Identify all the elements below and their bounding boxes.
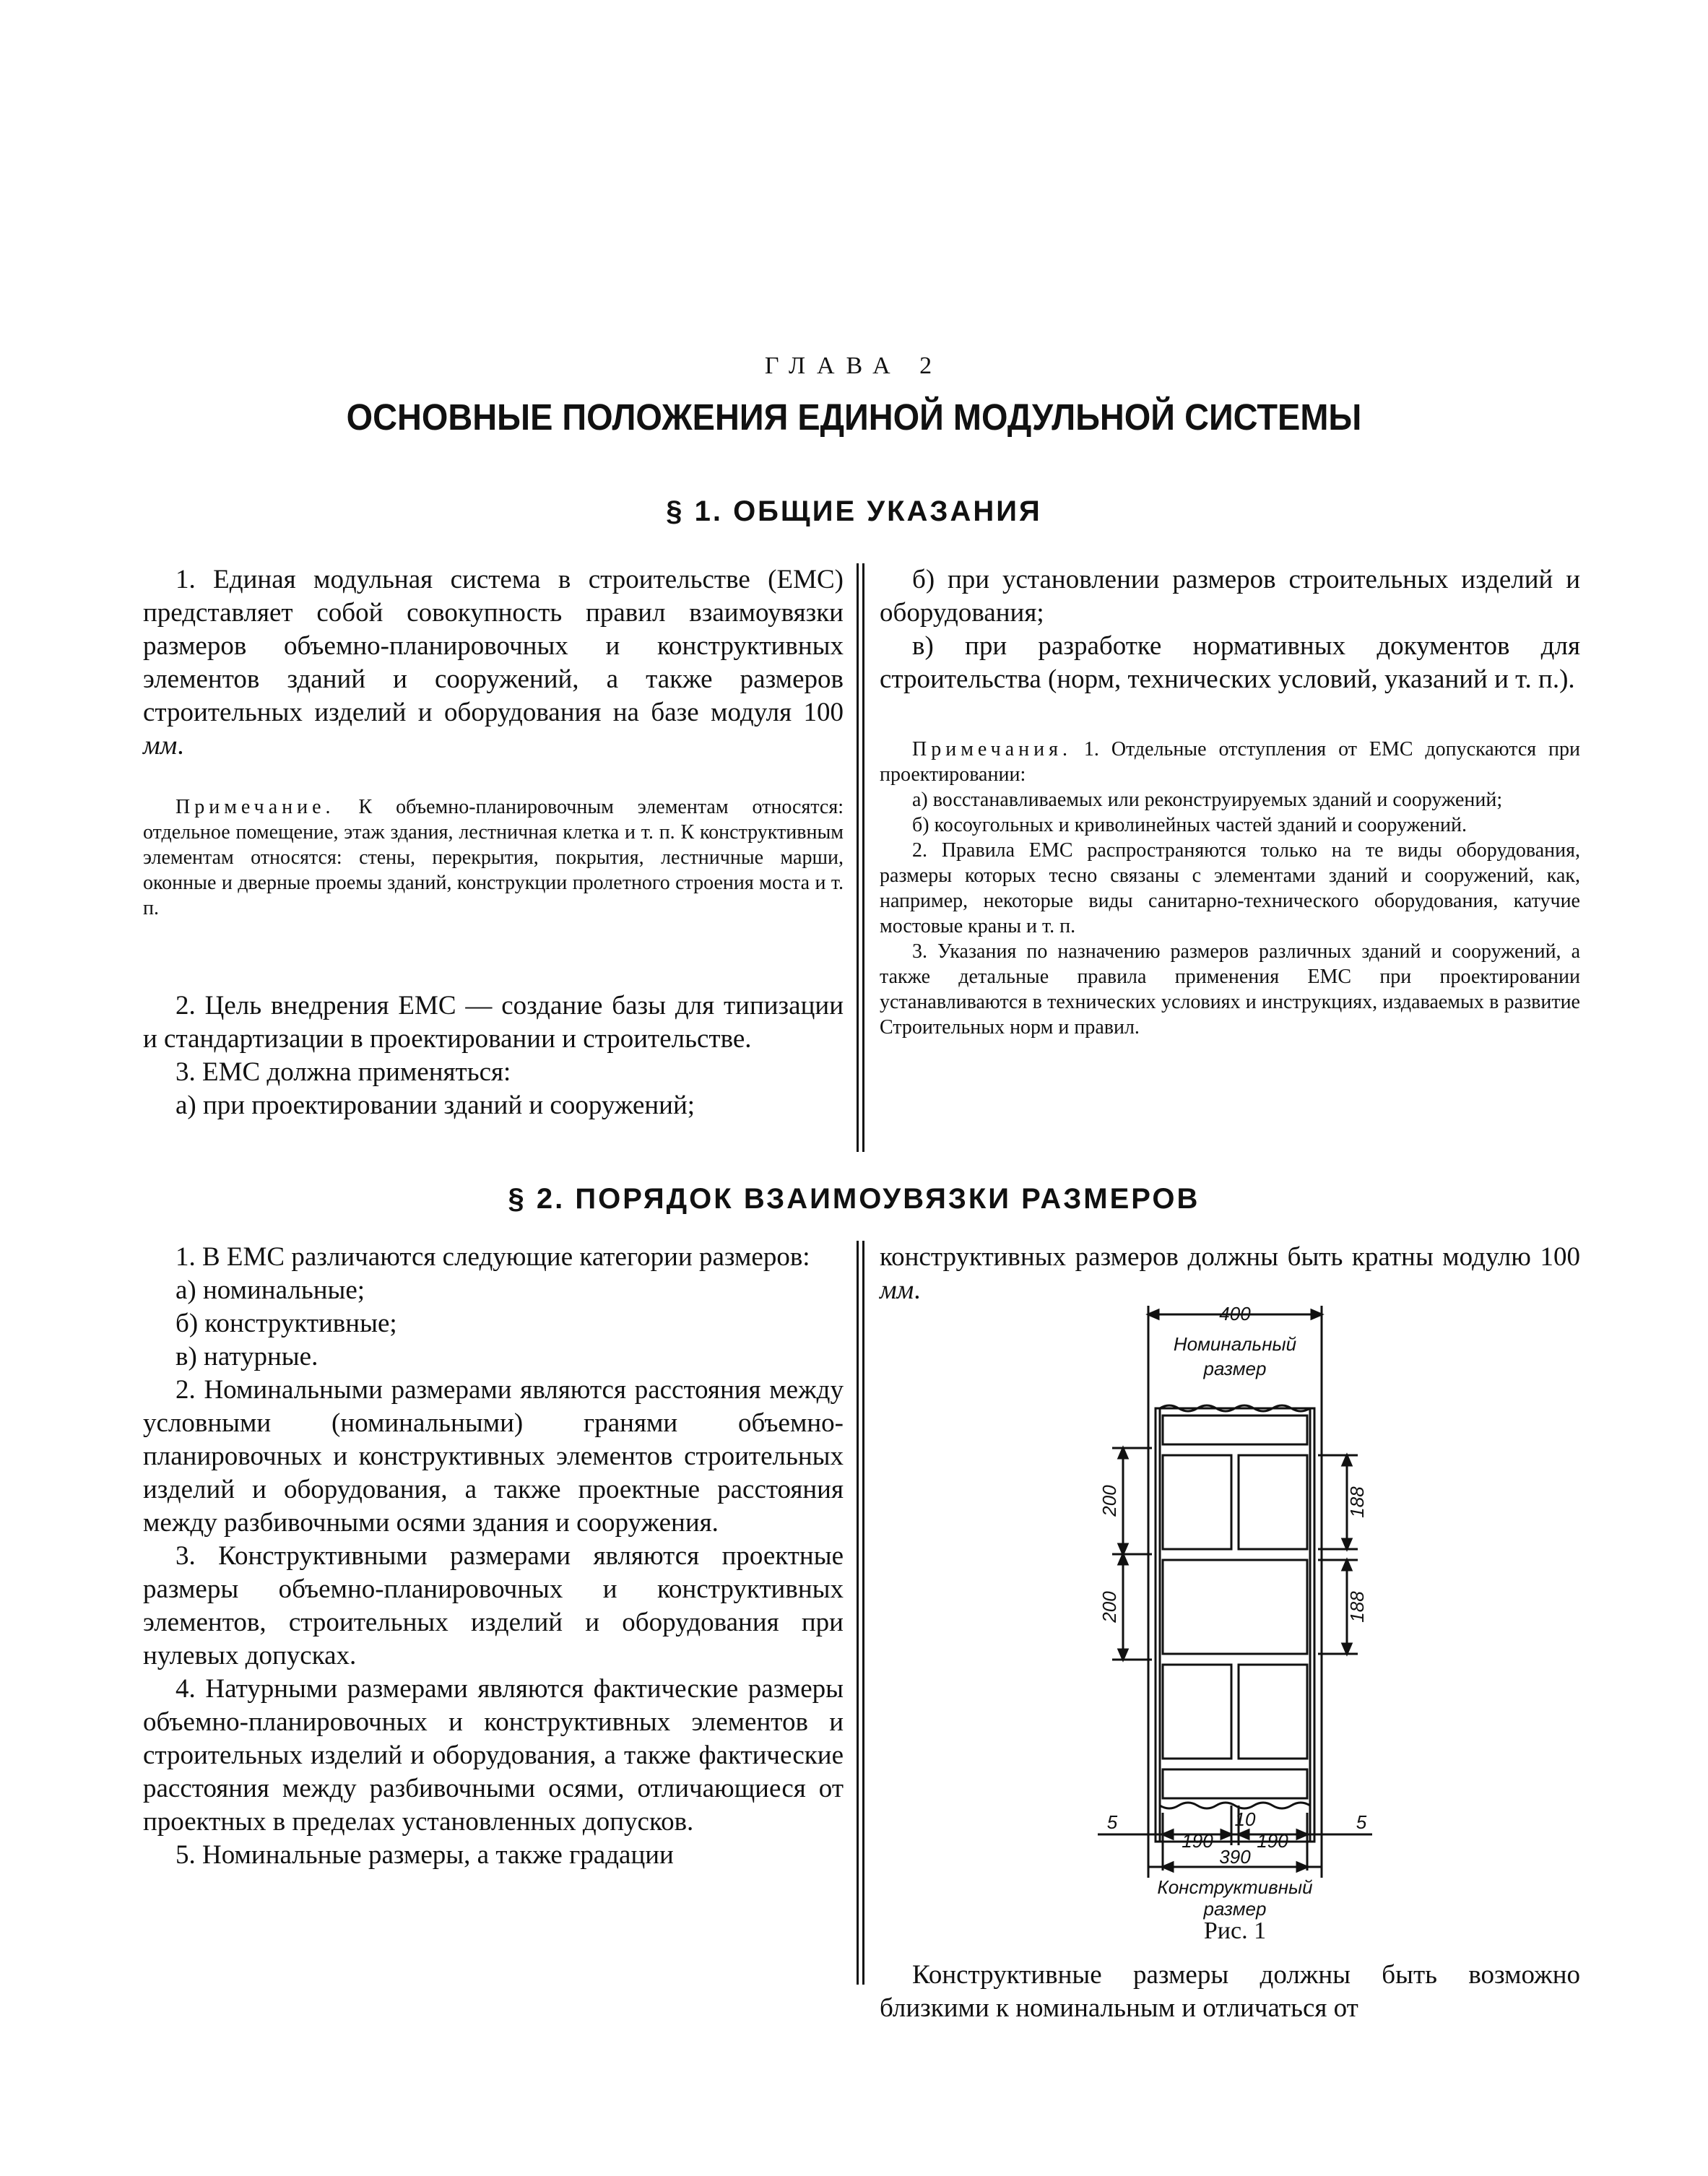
paragraph-3: 3. ЕМС должна применяться: bbox=[175, 1057, 511, 1087]
dim-190-right: 190 bbox=[1257, 1830, 1288, 1852]
chapter-title: ОСНОВНЫЕ ПОЛОЖЕНИЯ ЕДИНОЙ МОДУЛЬНОЙ СИСТЕМЫ bbox=[346, 396, 1362, 438]
partial-block-top bbox=[1163, 1416, 1307, 1444]
paragraph-4: 4. Натурными размерами являются фактические размеры объемно-планировочных и конструктивных элементов и строительных изделий и оборудования, а также фактические расстояния между разбивочными осями, отличающиеся от проектных в пределах установленных допусков. bbox=[143, 1674, 844, 1837]
note-paragraph bbox=[143, 794, 844, 921]
paragraph-1c: в) натурные. bbox=[175, 1342, 318, 1371]
arrow-icon bbox=[1297, 1863, 1307, 1871]
arrow-icon bbox=[1119, 1448, 1127, 1458]
unit-mm: мм bbox=[880, 1275, 914, 1305]
dim-gap-right: 5 bbox=[1356, 1811, 1367, 1833]
dim-right-188-1: 188 bbox=[1346, 1486, 1368, 1518]
arrow-icon bbox=[1119, 1554, 1127, 1564]
paragraph-continued-text: конструктивных размеров должны быть кратны модулю 100 bbox=[880, 1242, 1580, 1272]
section-1-title: § 1. ОБЩИЕ УКАЗАНИЯ bbox=[666, 495, 1042, 527]
block-r3-right bbox=[1239, 1665, 1307, 1759]
arrow-icon bbox=[1343, 1455, 1351, 1465]
block-r1-left bbox=[1163, 1455, 1231, 1549]
arrow-icon bbox=[1163, 1830, 1173, 1839]
column-divider-right bbox=[862, 563, 864, 1152]
dim-left-200-2: 200 bbox=[1098, 1591, 1120, 1623]
column-divider-right-2 bbox=[862, 1241, 864, 1985]
paragraph-1-text: 1. Единая модульная система в строительстве (ЕМС) представляет собой совокупность правил взаимоувязки размеров объемно-планировочных и конструктивных элементов зданий и сооружений, а также размеров строительных изделий и оборудования на базе модуля 100 bbox=[143, 565, 844, 727]
chapter-label: ГЛАВА 2 bbox=[764, 352, 944, 379]
note-text: К объемно-планировочным элементам относятся: отдельное помещение, этаж здания, лестничная клетка и т. п. К конструктивным элементам относятся: стены, перекрытия, покрытия, лестничные марши, оконные и дверные проемы зданий, конструкции пролетного строения моста и т. п. bbox=[143, 796, 844, 919]
section-2-title: § 2. ПОРЯДОК ВЗАИМОУВЯЗКИ РАЗМЕРОВ bbox=[508, 1183, 1200, 1215]
arrow-icon bbox=[1148, 1310, 1158, 1319]
paragraph-3a: а) при проектировании зданий и сооружений; bbox=[175, 1091, 695, 1120]
arrow-icon bbox=[1221, 1830, 1231, 1839]
arrow-icon bbox=[1119, 1650, 1127, 1660]
section-1-left-column bbox=[143, 563, 844, 763]
nominal-label-2: размер bbox=[1203, 1358, 1267, 1379]
paragraph-bottom: Конструктивные размеры должны быть возможно близкими к номинальным и отличаться от bbox=[880, 1960, 1580, 2023]
constructive-label-2: размер bbox=[1203, 1898, 1267, 1920]
paragraph-3b: б) при установлении размеров строительных изделий и оборудования; bbox=[880, 565, 1580, 628]
dim-joint-10: 10 bbox=[1234, 1808, 1256, 1830]
arrow-icon bbox=[1343, 1539, 1351, 1549]
note-1a: а) восстанавливаемых или реконструируемых зданий и сооружений; bbox=[912, 789, 1503, 811]
arrow-icon bbox=[1343, 1560, 1351, 1570]
paragraph-2: 2. Номинальными размерами являются расстояния между условными (номинальными) гранями объемно-планировочных и конструктивных элементов строительных изделий и оборудования, а также проектные расстояния между разбивочными осями здания и сооружения. bbox=[143, 1375, 844, 1538]
section-2-right-column-top bbox=[880, 1241, 1580, 1307]
figure-caption: Рис. 1 bbox=[1203, 1917, 1267, 1944]
partial-block-bottom bbox=[1163, 1769, 1307, 1798]
note-1b: б) косоугольных и криволинейных частей зданий и сооружений. bbox=[912, 814, 1467, 836]
section-1-left-note bbox=[143, 794, 844, 921]
column-divider-left-2 bbox=[857, 1241, 859, 1985]
bottom-break-line bbox=[1160, 1803, 1310, 1808]
section-1-left-column-lower bbox=[143, 989, 844, 1122]
dim-390: 390 bbox=[1219, 1846, 1251, 1868]
section-1-right-column bbox=[880, 563, 1580, 696]
paragraph-continued bbox=[880, 1241, 1580, 1307]
dim-gap-left: 5 bbox=[1106, 1811, 1118, 1833]
section-2-right-column-bottom bbox=[880, 1959, 1580, 2025]
note-1-text: 1. Отдельные отступления от ЕМС допускаются при проектировании: bbox=[880, 738, 1580, 786]
arrow-icon bbox=[1343, 1644, 1351, 1654]
section-1-right-notes bbox=[880, 737, 1580, 1040]
block-r2 bbox=[1163, 1560, 1307, 1654]
paragraph-1 bbox=[143, 563, 844, 763]
paragraph-5: 5. Номинальные размеры, а также градации bbox=[175, 1840, 674, 1870]
dim-190-left: 190 bbox=[1182, 1830, 1213, 1852]
paragraph-1: 1. В ЕМС различаются следующие категории размеров: bbox=[175, 1242, 810, 1272]
constructive-label bbox=[1083, 1876, 1387, 1920]
note-2: 2. Правила ЕМС распространяются только на те виды оборудования, размеры которых тесно связаны с элементами зданий и сооружений, как, например, некоторые виды санитарно-технического оборудования, катучие мостовые краны и т. п. bbox=[880, 839, 1580, 937]
dim-left-200-1: 200 bbox=[1098, 1485, 1120, 1517]
arrow-icon bbox=[1163, 1863, 1173, 1871]
unit-mm: мм bbox=[143, 731, 178, 760]
paragraph-1a: а) номинальные; bbox=[175, 1275, 365, 1305]
paragraph-1b: б) конструктивные; bbox=[175, 1309, 397, 1338]
nominal-label-1: Номинальный bbox=[1173, 1333, 1297, 1355]
notes-label: Примечания. bbox=[912, 738, 1072, 760]
note-label: Примечание. bbox=[175, 796, 335, 818]
block-r1-right bbox=[1239, 1455, 1307, 1549]
paragraph-2: 2. Цель внедрения ЕМС — создание базы для типизации и стандартизации в проектировании и строительстве. bbox=[143, 991, 844, 1054]
paragraph-3c: в) при разработке нормативных документов для строительства (норм, технических условий, указаний и т. п.). bbox=[880, 631, 1580, 694]
paragraph-3: 3. Конструктивными размерами являются проектные размеры объемно-планировочных и конструктивных элементов, строительных изделий и оборудования при нулевых допусках. bbox=[143, 1541, 844, 1670]
figure-1-modular-dimensions bbox=[1083, 1300, 1387, 1885]
section-2-left-column bbox=[143, 1241, 844, 1872]
block-frame bbox=[1156, 1408, 1314, 1842]
arrow-icon bbox=[1297, 1830, 1307, 1839]
block-r3-left bbox=[1163, 1665, 1231, 1759]
dim-right-188-2: 188 bbox=[1346, 1591, 1368, 1623]
dim-400: 400 bbox=[1219, 1303, 1251, 1325]
column-divider-left bbox=[857, 563, 859, 1152]
note-3: 3. Указания по назначению размеров различных зданий и сооружений, а также детальные правила применения ЕМС при проектировании устанавливаются в технических условиях и инструкциях, издаваемых в развитие Строительных норм и правил. bbox=[880, 940, 1580, 1039]
arrow-icon bbox=[1239, 1830, 1249, 1839]
constructive-label-1: Конструктивный bbox=[1157, 1876, 1313, 1898]
paragraph-continued-end: . bbox=[914, 1275, 921, 1305]
paragraph-1-end: . bbox=[177, 731, 184, 760]
arrow-icon bbox=[1312, 1310, 1322, 1319]
note-1 bbox=[880, 737, 1580, 787]
